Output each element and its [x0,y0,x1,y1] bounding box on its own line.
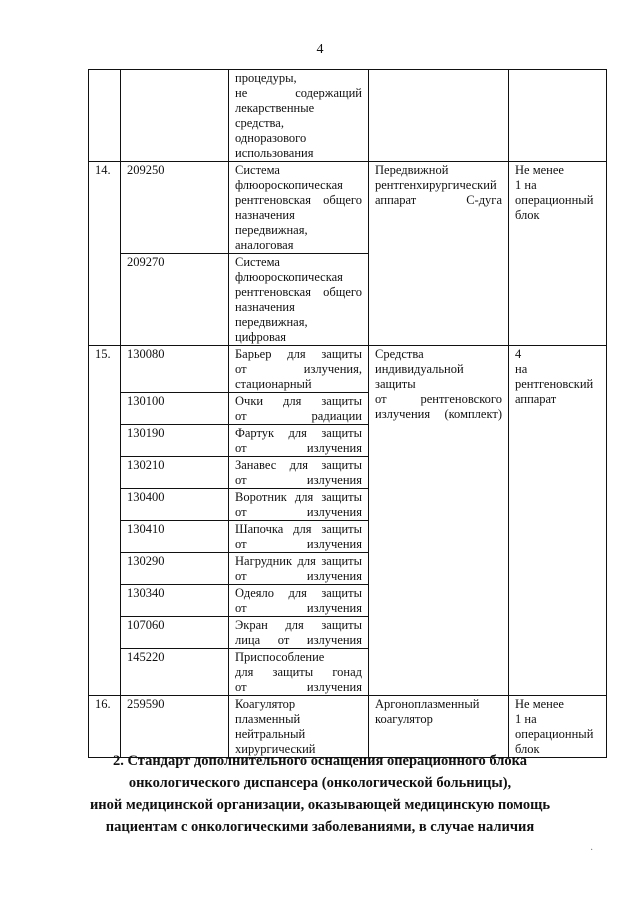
code-cell: 259590 [121,696,229,758]
section-heading-line: 2. Стандарт дополнительного оснащения операционного блока [113,753,527,769]
name-cell [229,521,369,553]
row-number-cell [89,70,121,162]
description-cell [369,70,509,162]
requirement-line: Не менее [515,697,564,711]
name-line: использования [235,146,314,160]
equipment-table-body [89,70,607,758]
code-cell: 130290 [121,553,229,585]
name-cell [229,393,369,425]
description-line: Передвижной [375,163,449,177]
requirement-cell [509,346,607,696]
requirement-line: аппарат [515,392,557,406]
scan-mark: · [590,845,594,856]
code-cell: 130080 [121,346,229,393]
code-cell: 130400 [121,489,229,521]
description-cell [369,696,509,758]
requirement-line: 1 на [515,712,537,726]
code-cell: 130340 [121,585,229,617]
name-cell [229,696,369,758]
code-cell: 209250 [121,162,229,254]
name-line: от излучения [235,601,362,615]
requirement-line: 4 [515,347,522,361]
description-line: защиты [375,377,416,391]
name-line: Коагулятор [235,697,296,711]
table-row [89,346,607,393]
name-cell [229,489,369,521]
requirement-line: на [515,362,528,376]
requirement-cell [509,696,607,758]
name-line: цифровая [235,330,287,344]
name-line: рентгеновская общего [235,285,362,299]
section-heading-line: пациентам с онкологическими заболеваниями, в случае наличия [105,819,535,835]
code-cell: 145220 [121,649,229,696]
name-cell [229,346,369,393]
name-line: Воротник для защиты [235,490,362,504]
name-line: назначения [235,300,295,314]
name-cell [229,585,369,617]
name-line: нейтральный [235,727,306,741]
name-line: от излучения [235,569,362,583]
name-line: процедуры, [235,71,297,85]
requirement-line: 1 на [515,178,537,192]
table-row [89,70,607,162]
page-number: 4 [316,42,324,57]
name-line: Система [235,255,280,269]
name-cell [229,425,369,457]
name-line: лица от излучения [235,633,362,647]
row-number-cell: 14. [89,162,121,346]
name-cell [229,254,369,346]
description-line: Аргоноплазменный [375,697,480,711]
requirement-line: операционный [515,727,594,741]
section-heading [0,750,640,838]
name-line: Одеяло для защиты [235,586,362,600]
name-line: рентгеновская общего [235,193,362,207]
name-line: от радиации [235,409,362,423]
table-row [89,696,607,758]
description-line: от рентгеновского [375,392,502,406]
name-cell [229,162,369,254]
name-line: хирургический [235,742,316,756]
name-line: лекарственные [235,101,315,115]
requirement-line: блок [515,208,540,222]
name-line: Занавес для защиты [235,458,362,472]
description-cell [369,162,509,346]
description-line: коагулятор [375,712,433,726]
name-line: передвижная, [235,315,308,329]
description-cell [369,346,509,696]
description-line: Средства [375,347,424,361]
name-cell [229,457,369,489]
name-cell [229,70,369,162]
name-cell [229,649,369,696]
description-line: индивидуальной [375,362,464,376]
name-line: от излучения [235,473,362,487]
name-line: плазменный [235,712,301,726]
name-line: Очки для защиты [235,394,362,408]
name-line: не содержащий [235,86,362,100]
code-cell: 209270 [121,254,229,346]
name-line: Приспособление [235,650,325,664]
name-line: Барьер для защиты [235,347,362,361]
code-cell [121,70,229,162]
section-heading-line: иной медицинской организации, оказывающей медицинскую помощь [89,797,551,813]
code-cell: 130190 [121,425,229,457]
description-line: рентгенхирургический [375,178,497,192]
name-line: от излучения, [235,362,362,376]
name-cell [229,617,369,649]
code-cell: 130210 [121,457,229,489]
description-line: аппарат С-дуга [375,193,502,207]
name-line: от излучения [235,441,362,455]
name-line: назначения [235,208,295,222]
row-number-cell: 15. [89,346,121,696]
code-cell: 130100 [121,393,229,425]
requirement-cell [509,162,607,346]
name-line: стационарный [235,377,312,391]
name-line: для защиты гонад [235,665,362,679]
name-line: передвижная, [235,223,308,237]
section-heading-line: онкологического диспансера (онкологической больницы), [128,775,512,791]
code-cell: 107060 [121,617,229,649]
requirement-line: блок [515,742,540,756]
name-line: аналоговая [235,238,294,252]
table-row [89,162,607,254]
description-line: излучения (комплект) [375,407,502,421]
name-line: от излучения [235,537,362,551]
requirement-line: рентгеновский [515,377,594,391]
name-line: от излучения [235,680,362,694]
row-number-cell: 16. [89,696,121,758]
name-line: средства, [235,116,284,130]
name-line: Шапочка для защиты [235,522,362,536]
name-line: Экран для защиты [235,618,362,632]
name-line: Нагрудник для защиты [235,554,362,568]
requirement-cell [509,70,607,162]
requirement-line: операционный [515,193,594,207]
requirement-line: Не менее [515,163,564,177]
name-cell [229,553,369,585]
code-cell: 130410 [121,521,229,553]
name-line: одноразового [235,131,307,145]
equipment-table [88,69,607,758]
name-line: флюороскопическая [235,270,343,284]
name-line: флюороскопическая [235,178,343,192]
name-line: от излучения [235,505,362,519]
name-line: Система [235,163,280,177]
name-line: Фартук для защиты [235,426,362,440]
